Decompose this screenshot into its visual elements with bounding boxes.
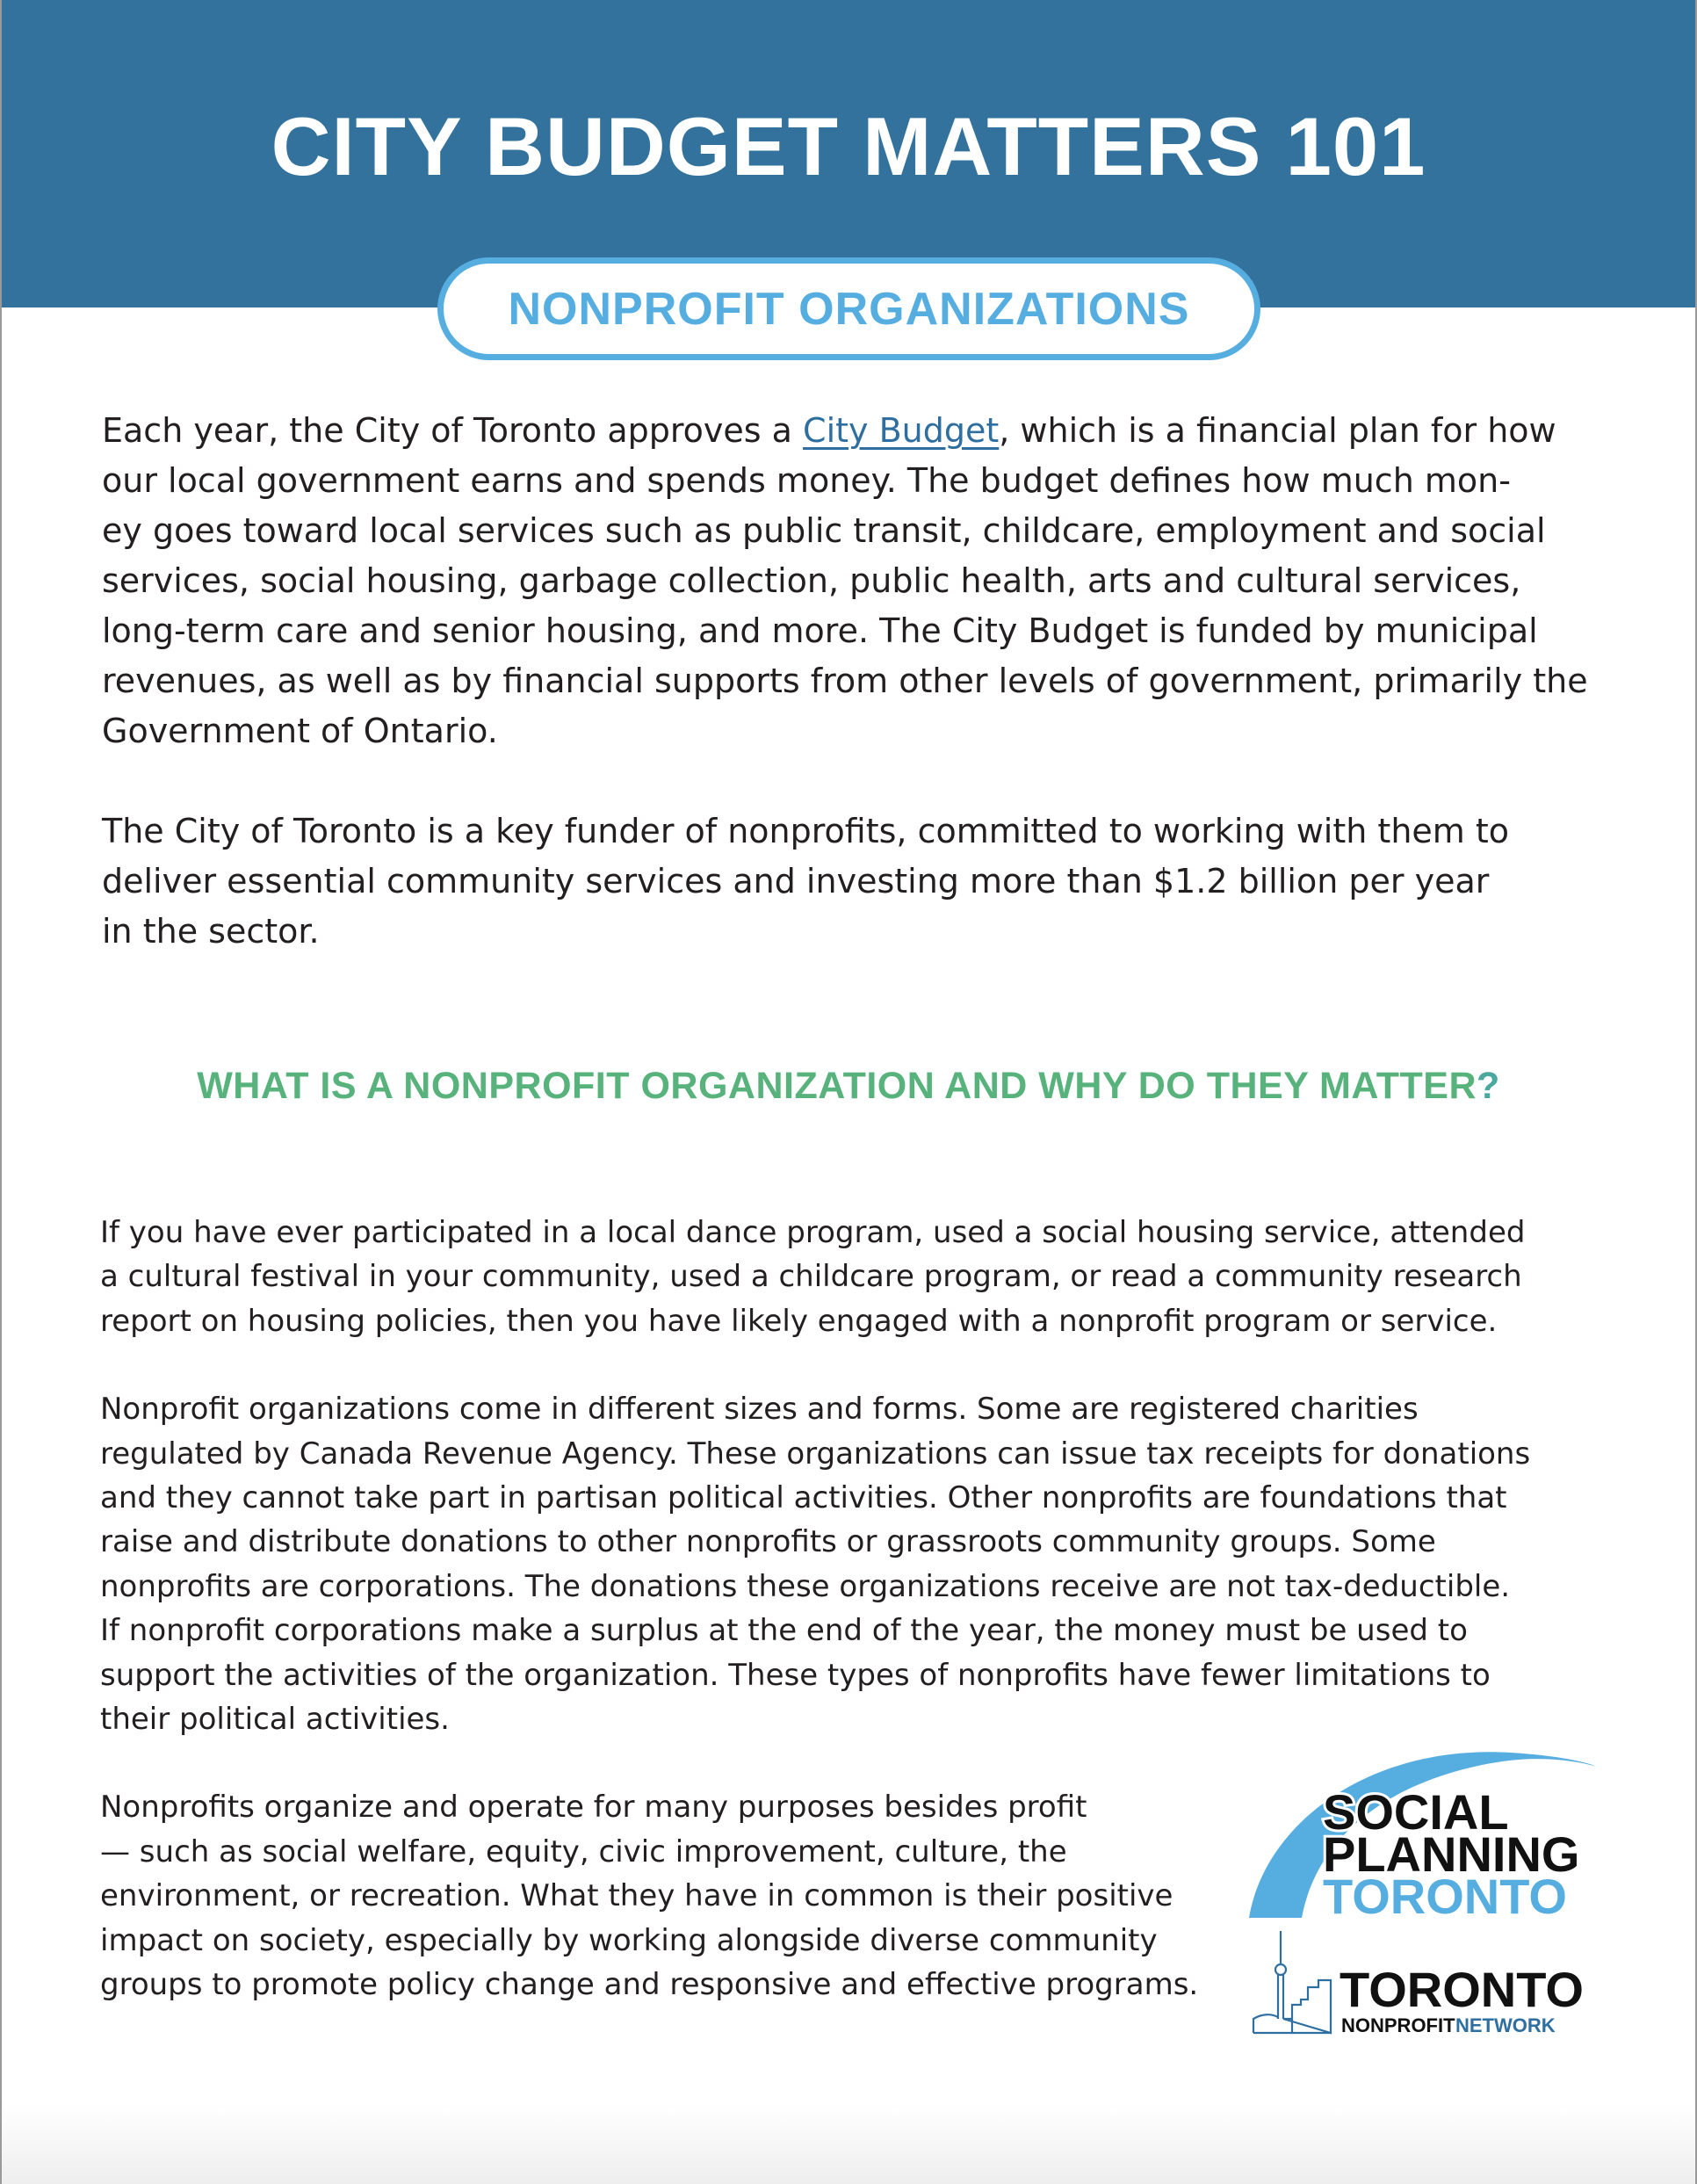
subtitle-text: NONPROFIT ORGANIZATIONS [508,283,1190,335]
section-heading [0,1061,1697,1110]
logo-text-social: SOCIAL [1323,1784,1509,1840]
text-line: regulated by Canada Revenue Agency. These organizations can issue tax receipts for donations [100,1436,1531,1472]
toronto-nonprofit-network-logo [1252,1929,1603,2038]
text-line: support the activities of the organization. These types of nonprofits have fewer limitations to [100,1657,1491,1693]
text-line: in the sector. [102,912,320,951]
text-line: Nonprofit organizations come in different sizes and forms. Some are registered charities [100,1392,1419,1428]
cn-tower-skyline-icon [1253,1931,1331,2033]
page-title: CITY BUDGET MATTERS 101 [271,100,1426,192]
logo-text-planning: PLANNING [1323,1826,1580,1882]
text-line: our local government earns and spends money. The budget defines how much mon- [102,461,1511,500]
logo-text-toronto: TORONTO [1323,1869,1567,1920]
section-heading-text: WHAT IS A NONPROFIT ORGANIZATION AND WHY DO THEY MATTER [197,1065,1477,1107]
text-line: ey goes toward local services such as public transit, childcare, employment and social [102,511,1546,550]
city-budget-link[interactable]: City Budget [803,411,1000,450]
text-line: The City of Toronto is a key funder of nonprofits, committed to working with them to [102,812,1510,850]
text-line [102,406,1595,456]
text-line: services, social housing, garbage collection, public health, arts and cultural services, [102,561,1521,600]
text-line: — such as social welfare, equity, civic improvement, culture, the [100,1833,1067,1869]
intro-section [102,406,1595,957]
text-line: groups to promote policy change and responsive and effective programs. [100,1967,1199,2003]
text-line: If you have ever participated in a local dance program, used a social housing service, attended [100,1215,1526,1250]
text-line: nonprofits are corporations. The donations these organizations receive are not tax-deductible. [100,1568,1511,1604]
text-line: and they cannot take part in partisan political activities. Other nonprofits are foundations that [100,1480,1507,1516]
logo-text-network: NETWORK [1455,2014,1556,2036]
page-edge-left [0,0,2,2184]
text-line: Government of Ontario. [102,712,498,750]
text-line: Nonprofits organize and operate for many purposes besides profit [100,1790,1087,1826]
intro-paragraph-1 [102,406,1595,756]
text-line: a cultural festival in your community, used a childcare program, or read a community research [100,1259,1522,1295]
logo-text-toronto: TORONTO [1340,1962,1584,2017]
text-line: report on housing policies, then you have likely engaged with a nonprofit program or service. [100,1303,1498,1339]
text-line: If nonprofit corporations make a surplus at the end of the year, the money must be used to [100,1613,1468,1649]
text-line: impact on society, especially by working alongside diverse community [100,1922,1158,1958]
text-line: deliver essential community services and investing more than $1.2 billion per year [102,862,1490,900]
social-planning-toronto-logo [1247,1726,1616,1920]
section-heading-question-mark: ? [1477,1065,1500,1107]
subtitle-pill [437,257,1260,360]
text-run: , which is a financial plan for how [999,411,1556,450]
intro-paragraph-2 [102,806,1595,957]
page-bottom-shadow [0,2105,1697,2184]
logo-text-nonprofit: NONPROFIT [1341,2014,1455,2036]
text-line: raise and distribute donations to other nonprofits or grassroots community groups. Some [100,1524,1436,1560]
text-line: revenues, as well as by financial supports from other levels of government, primarily the [102,662,1588,700]
text-line: long-term care and senior housing, and more. The City Budget is funded by municipal [102,611,1538,650]
text-line: environment, or recreation. What they have in common is their positive [100,1878,1173,1914]
body-paragraph-2 [100,1387,1611,1741]
text-line: their political activities. [100,1702,450,1738]
body-paragraph-1 [100,1211,1611,1343]
text-run: Each year, the City of Toronto approves a [102,411,804,450]
